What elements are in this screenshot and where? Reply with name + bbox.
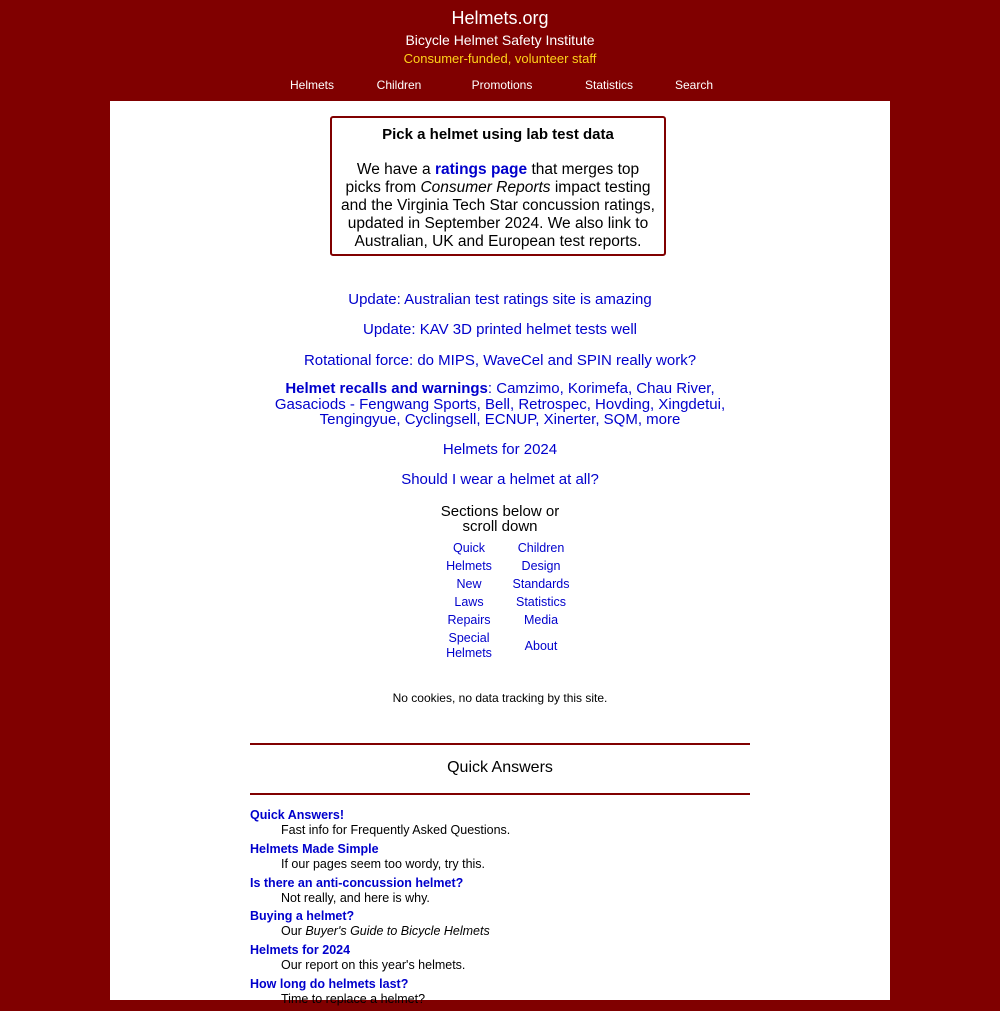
section-quick[interactable]: Quick	[453, 541, 485, 555]
qa-desc: Our report on this year's helmets.	[281, 958, 466, 973]
qa-link-helmet-lifespan[interactable]: How long do helmets last?	[250, 976, 409, 991]
section-new[interactable]: New	[456, 577, 482, 591]
list-item	[250, 876, 750, 910]
qa-desc: Not really, and here is why.	[281, 890, 430, 905]
section-media[interactable]: Media	[523, 613, 559, 627]
list-item	[250, 842, 750, 876]
qa-link-helmets-2024[interactable]: Helmets for 2024	[250, 943, 351, 958]
should-wear-helmet-link[interactable]: Should I wear a helmet at all?	[401, 471, 599, 488]
qa-desc: Time to replace a helmet?	[281, 991, 426, 1006]
section-helmets[interactable]: Helmets	[446, 559, 492, 573]
pick-text-before: We have a	[356, 161, 435, 178]
section-design[interactable]: Design	[521, 559, 561, 573]
qa-link-anti-concussion[interactable]: Is there an anti-concussion helmet?	[250, 875, 464, 890]
consumer-reports-text: Consumer Reports	[420, 179, 551, 196]
list-item	[250, 909, 750, 943]
site-subtitle: Bicycle Helmet Safety Institute	[405, 32, 595, 48]
qa-link-buying-helmet[interactable]: Buying a helmet?	[250, 909, 355, 924]
list-item	[250, 808, 750, 842]
section-laws[interactable]: Laws	[454, 595, 484, 609]
qa-desc: Fast info for Frequently Asked Questions.	[281, 823, 511, 837]
quick-answers-list	[250, 808, 750, 1011]
qa-desc	[250, 924, 750, 939]
pick-box-title: Pick a helmet using lab test data	[382, 126, 614, 143]
pick-text-mid: that merges top picks from	[345, 161, 640, 196]
section-children[interactable]: Children	[517, 541, 565, 555]
list-item	[250, 977, 750, 1011]
divider-top	[250, 743, 750, 745]
privacy-notice: No cookies, no data tracking by this site.	[392, 691, 608, 705]
pick-text-after: impact testing and the Virginia Tech Star concussion ratings, updated in September 2024. We also link to Australian, UK and European test reports.	[341, 179, 655, 250]
buyers-guide-title: Buyer's Guide to Bicycle Helmets	[305, 924, 490, 939]
ratings-page-link[interactable]: ratings page	[434, 161, 528, 178]
section-statistics[interactable]: Statistics	[515, 595, 567, 609]
helmets-2024-link[interactable]: Helmets for 2024	[442, 441, 558, 458]
list-item	[250, 943, 750, 977]
recalls-list: : Camzimo, Korimefa, Chau River, Gasaciods - Fengwang Sports, Bell, Retrospec, Hovding, Xingdetui, Tengingyue, Cyclingsell, ECNUP, Xinerter, SQM, more	[274, 380, 726, 428]
nav-children[interactable]: Children	[376, 78, 422, 92]
qa-link-quick-answers[interactable]: Quick Answers!	[250, 808, 345, 822]
qa-link-helmets-made-simple[interactable]: Helmets Made Simple	[250, 841, 379, 856]
top-nav	[0, 78, 1000, 96]
recalls-line	[270, 381, 730, 428]
site-title: Helmets.org	[451, 8, 549, 28]
qa-desc: If our pages seem too wordy, try this.	[281, 856, 486, 871]
section-special-helmets[interactable]: Special Helmets	[446, 631, 492, 660]
section-about[interactable]: About	[524, 639, 558, 653]
divider-bottom	[250, 793, 750, 795]
section-standards[interactable]: Standards	[512, 577, 570, 591]
nav-statistics[interactable]: Statistics	[584, 78, 634, 92]
pick-box-text	[340, 161, 656, 251]
main-content	[110, 101, 890, 1006]
nav-promotions[interactable]: Promotions	[471, 78, 533, 92]
quick-answers-heading: Quick Answers	[447, 759, 553, 776]
section-repairs[interactable]: Repairs	[447, 613, 491, 627]
helmet-recalls-link[interactable]: Helmet recalls and warnings	[285, 380, 488, 397]
nav-search[interactable]: Search	[674, 78, 714, 92]
rotational-force-link[interactable]: Rotational force: do MIPS, WaveCel and SPIN really work?	[303, 352, 697, 369]
update-kav-link[interactable]: Update: KAV 3D printed helmet tests well	[362, 321, 638, 338]
nav-helmets[interactable]: Helmets	[289, 78, 335, 92]
site-tagline: Consumer-funded, volunteer staff	[403, 51, 597, 66]
site-header	[0, 0, 1000, 101]
pick-helmet-box	[330, 116, 666, 256]
qa-desc-prefix: Our	[281, 924, 306, 939]
sections-intro	[110, 504, 890, 534]
sections-intro-text: Sections below or scroll down	[440, 503, 560, 535]
update-australian-link[interactable]: Update: Australian test ratings site is amazing	[348, 291, 652, 308]
